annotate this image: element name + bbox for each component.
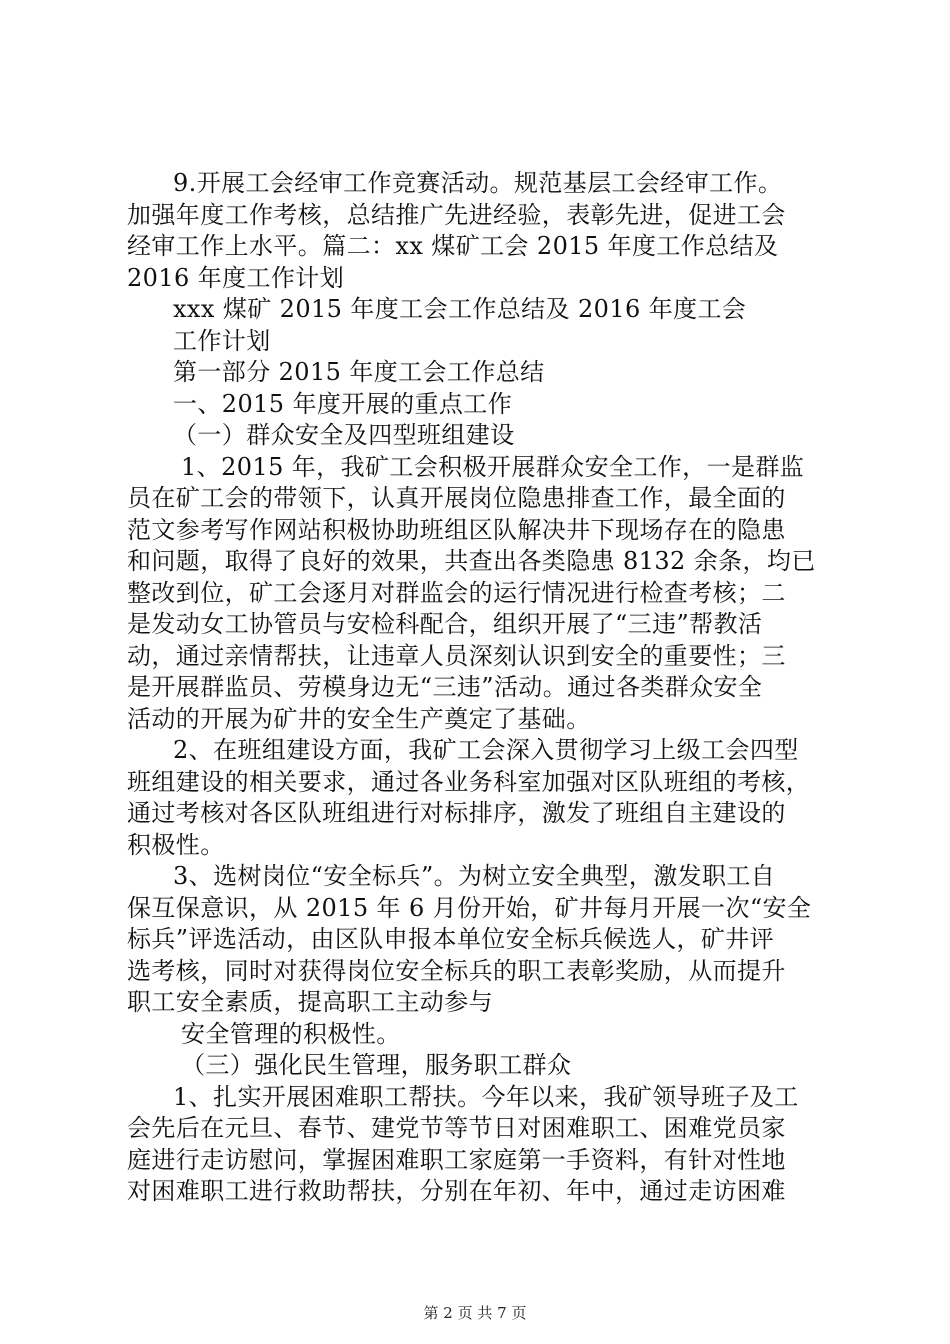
text-line: 3、选树岗位“安全标兵”。为树立安全典型，激发职工自 — [173, 862, 776, 890]
text-line: 9.开展工会经审工作竞赛活动。规范基层工会经审工作。 — [173, 169, 783, 197]
text-line: 是开展群监员、劳模身边无“三违”活动。通过各类群众安全 — [127, 673, 763, 701]
text-line: 对困难职工进行救助帮扶，分别在年初、年中，通过走访困难 — [127, 1177, 786, 1205]
text-line: 工作计划 — [173, 326, 271, 355]
text-line: 安全管理的积极性。 — [181, 1019, 401, 1048]
text-line: 标兵”评选活动，由区队申报本单位安全标兵候选人，矿井评 — [127, 925, 775, 953]
text-line: 范文参考写作网站积极协助班组区队解决井下现场存在的隐患 — [127, 515, 786, 544]
text-line: 2、在班组建设方面，我矿工会深入贯彻学习上级工会四型 — [173, 736, 799, 764]
text-line: 动，通过亲情帮扶，让违章人员深刻认识到安全的重要性；三 — [127, 641, 786, 670]
text-line: 加强年度工作考核，总结推广先进经验，表彰先进，促进工会 — [127, 200, 786, 229]
text-line: 一、2015 年度开展的重点工作 — [173, 389, 513, 418]
text-line: 班组建设的相关要求，通过各业务科室加强对区队班组的考核， — [127, 767, 811, 796]
text-line: 会先后在元旦、春节、建党节等节日对困难职工、困难党员家 — [127, 1114, 786, 1142]
text-line: 和问题，取得了良好的效果，共查出各类隐患 8132 余条，均已 — [127, 547, 816, 575]
document-body — [127, 168, 832, 1208]
text-line: 庭进行走访慰问，掌握困难职工家庭第一手资料，有针对性地 — [127, 1145, 786, 1174]
text-line: 员在矿工会的带领下，认真开展岗位隐患排查工作，最全面的 — [127, 484, 786, 512]
text-line: 职工安全素质，提高职工主动参与 — [127, 988, 493, 1016]
text-line: 经审工作上水平。篇二：xx 煤矿工会 2015 年度工作总结及 — [127, 232, 779, 260]
text-line: 保互保意识，从 2015 年 6 月份开始，矿井每月开展一次“安全 — [127, 893, 812, 922]
text-line: 活动的开展为矿井的安全生产奠定了基础。 — [127, 704, 591, 733]
text-line: 通过考核对各区队班组进行对标排序，激发了班组自主建设的 — [127, 799, 786, 827]
text-line: 1、扎实开展困难职工帮扶。今年以来，我矿领导班子及工 — [173, 1082, 799, 1111]
text-line: 第一部分 2015 年度工会工作总结 — [173, 358, 545, 386]
text-line: 1、2015 年，我矿工会积极开展群众安全工作，一是群监 — [181, 452, 805, 481]
text-line: xxx 煤矿 2015 年度工会工作总结及 2016 年度工会 — [173, 295, 747, 323]
text-line: 积极性。 — [127, 830, 225, 859]
page-footer: 第 2 页 共 7 页 — [423, 1304, 527, 1322]
text-line: 是发动女工协管员与安检科配合，组织开展了“三违”帮教活 — [127, 610, 763, 638]
text-line: 整改到位，矿工会逐月对群监会的运行情况进行检查考核；二 — [127, 578, 786, 607]
text-line: 选考核，同时对获得岗位安全标兵的职工表彰奖励，从而提升 — [127, 956, 786, 985]
text-line: （一）群众安全及四型班组建设 — [173, 421, 515, 449]
text-line: 2016 年度工作计划 — [127, 263, 345, 292]
text-line: （三）强化民生管理，服务职工群众 — [181, 1051, 572, 1079]
